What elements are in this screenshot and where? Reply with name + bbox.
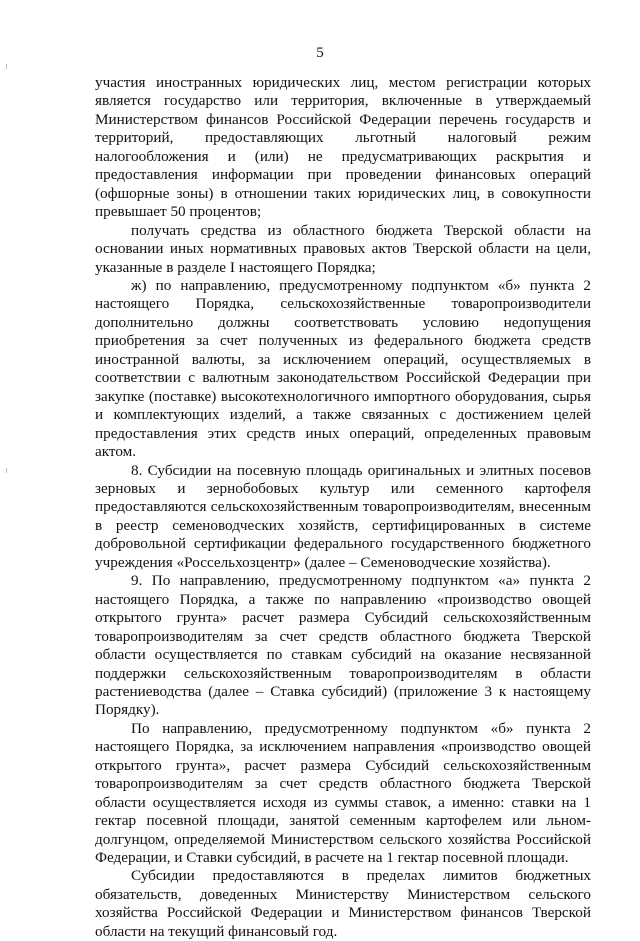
margin-mark [6,64,7,69]
document-body [95,74,591,941]
paragraph-continuation: участия иностранных юридических лиц, местом регистрации которых является государство или территория, включенные в утверждаемый Министерством финансов Российской Федерации перечень государств и территорий, предоставляющих льготный налоговый режим налогообложения и (или) не предусматривающих раскрытия и предоставления информации при проведении финансовых операций (офшорные зоны) в отношении таких юридических лиц, в совокупности превышает 50 процентов; [95,74,591,221]
margin-mark [6,468,7,473]
paragraph-direction-b: По направлению, предусмотренному подпунктом «б» пункта 2 настоящего Порядка, за исключением направления «производство овощей открытого грунта», расчет размера Субсидий сельскохозяйственным товаропроизводителям за счет средств областного бюджета Тверской области осуществляется исходя из суммы ставок, а именно: ставки на 1 гектар посевной площади, занятой семенным картофелем или льном-долгунцом, определяемой Министерством сельского хозяйства Российской Федерации, и Ставки субсидий, в расчете на 1 гектар посевной площади. [95,719,591,867]
paragraph-item-zh: ж) по направлению, предусмотренному подпунктом «б» пункта 2 настоящего Порядка, сельскохозяйственные товаропроизводители дополнительно должны соответствовать условию недопущения приобретения за счет полученных из федерального бюджета средств иностранной валюты, за исключением операций, осуществляемых в соответствии с валютным законодательством Российской Федерации при закупке (поставке) высокотехнологичного импортного оборудования, сырья и комплектующих изделий, а также связанных с достижением целей предоставления этих средств иных операций, определенных правовым актом. [95,276,591,461]
paragraph-budget-limits: Субсидии предоставляются в пределах лимитов бюджетных обязательств, доведенных Министерству Министерством сельского хозяйства Российской Федерации и Министерством финансов Тверской области на текущий финансовый год. [95,867,591,940]
page-number: 5 [316,45,324,61]
paragraph-point-8: 8. Субсидии на посевную площадь оригинальных и элитных посевов зерновых и зернобобовых культур или семенного картофеля предоставляются сельскохозяйственным товаропроизводителям, внесенным в реестр семеноводческих хозяйств, сертифицированных в системе добровольной сертификации федерального государственного бюджетного учреждения «Россельхозцентр» (далее – Семеноводческие хозяйства). [95,461,591,571]
paragraph-funding-condition: получать средства из областного бюджета Тверской области на основании иных нормативных правовых актов Тверской области на цели, указанные в разделе I настоящего Порядка; [95,221,591,276]
paragraph-point-9: 9. По направлению, предусмотренному подпунктом «а» пункта 2 настоящего Порядка, а также по направлению «производство овощей открытого грунта» расчет размера Субсидий сельскохозяйственным товаропроизводителям за счет средств областного бюджета Тверской области осуществляется по ставкам субсидий на оказание несвязанной поддержки сельскохозяйственным товаропроизводителям в области растениеводства (далее – Ставка субсидий) (приложение 3 к настоящему Порядку). [95,572,591,719]
